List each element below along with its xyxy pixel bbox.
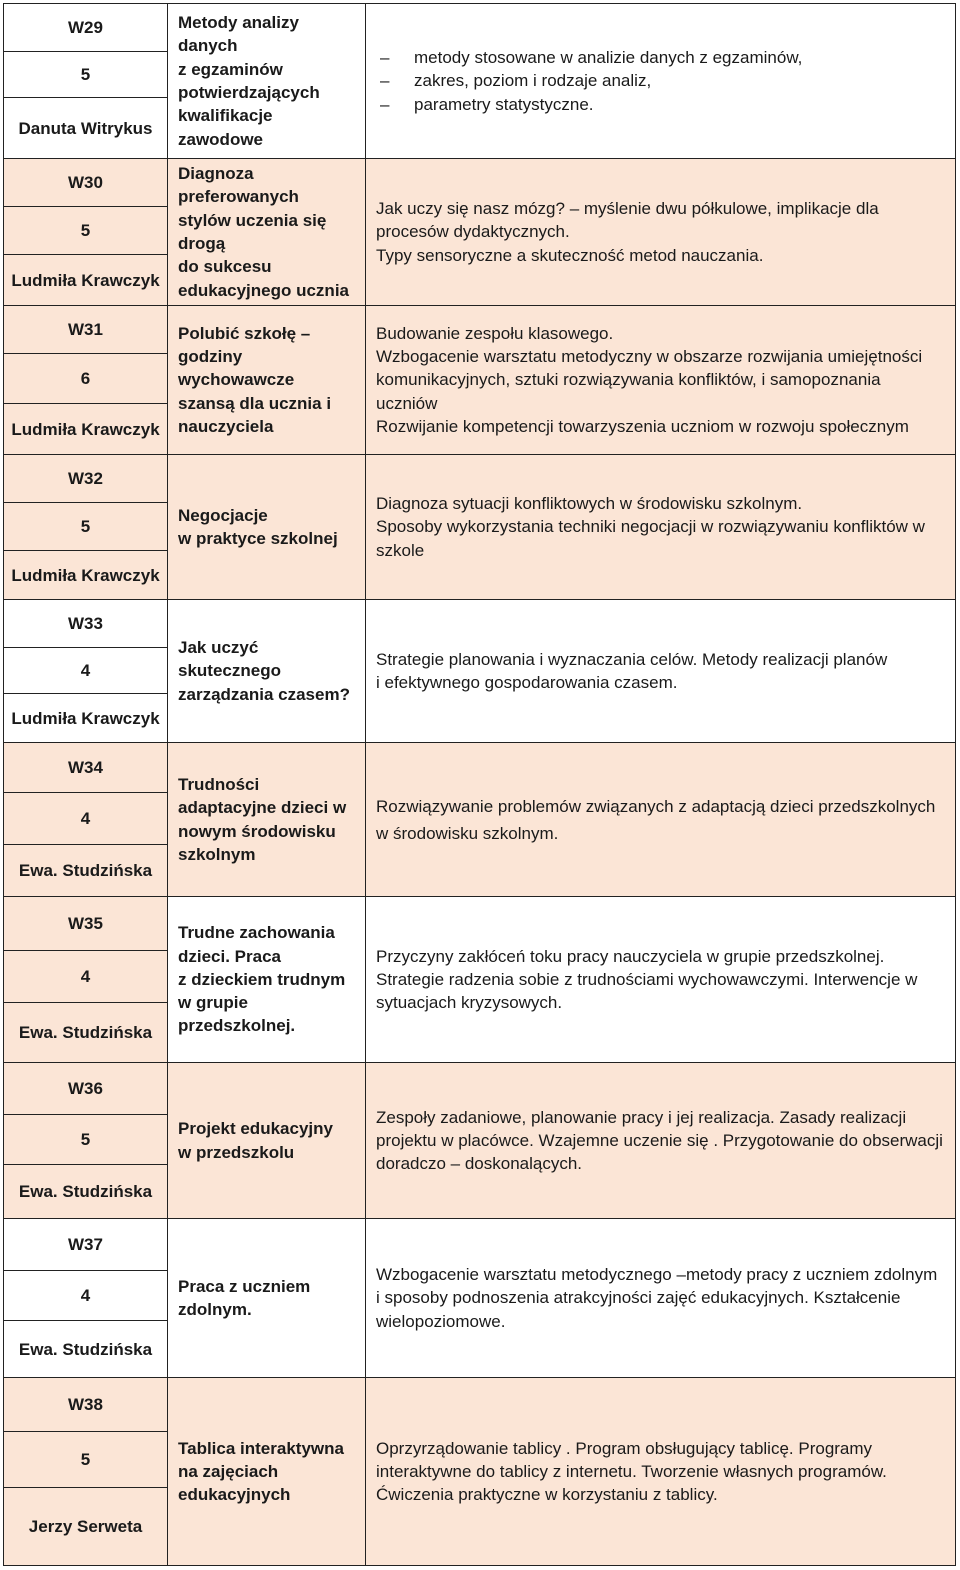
course-id-cell [3,1377,168,1566]
course-description [366,1063,955,1218]
course-description [366,306,955,454]
course-description [366,159,955,305]
list-item: – parametry statystyczne. [376,93,802,116]
course-hours: 5 [4,52,167,98]
course-code: W32 [4,455,167,503]
list-item: – metody stosowane w analizie danych z egzaminów, [376,46,802,69]
description-line: Wzbogacenie warsztatu metodycznego –metody pracy z uczniem zdolnym [376,1265,938,1285]
course-hours: 4 [4,951,167,1003]
course-description [366,4,955,158]
course-instructor: Danuta Witrykus [18,118,153,138]
description-line: Typy sensoryczne a skuteczność metod nauczania. [376,245,764,265]
table-row [3,305,956,455]
course-description [366,743,955,896]
course-description [366,600,955,742]
course-code: W33 [4,600,167,648]
course-code: W38 [4,1378,167,1432]
table-row [3,896,956,1063]
course-topic: Diagnoza preferowanych stylów uczenia się drogą do sukcesu edukacyjnego ucznia [178,164,349,300]
course-code: W37 [4,1219,167,1271]
course-description [366,897,955,1062]
course-topic: Trudności adaptacyjne dzieci w nowym środowisku szkolnym [178,774,347,864]
course-description-cell [365,158,956,306]
course-topic-cell [167,599,366,743]
course-instructor: Ludmiła Krawczyk [11,708,160,728]
course-description-cell [365,1218,956,1378]
course-hours: 4 [4,648,167,694]
course-hours: 4 [4,1271,167,1321]
course-hours: 4 [4,793,167,845]
course-id-cell [3,1218,168,1378]
course-description-cell [365,3,956,159]
description-line: Budowanie zespołu klasowego. [376,323,614,343]
course-description [366,455,955,599]
course-topic-cell [167,896,366,1063]
table-row [3,1218,956,1378]
course-topic: Metody analizy danych z egzaminów potwierdzających kwalifikacje zawodowe [178,13,320,149]
course-topic: Polubić szkołę – godziny wychowawcze szansą dla ucznia i nauczyciela [178,323,332,436]
course-id-cell [3,599,168,743]
course-id-cell [3,158,168,306]
description-line: i sposoby podnoszenia atrakcyjności zajęć edukacyjnych. Kształcenie wielopoziomowe. [376,1288,901,1331]
course-instructor: Ludmiła Krawczyk [11,565,160,585]
course-instructor: Ewa. Studzińska [18,861,153,880]
course-topic: Praca z uczniem zdolnym. [178,1276,311,1319]
course-instructor: Ewa. Studzińska [18,1339,153,1359]
description-line: Rozwijanie kompetencji towarzyszenia uczniom w rozwoju społecznym [376,416,909,436]
course-instructor: Ludmiła Krawczyk [11,270,160,290]
description-line: Zespoły zadaniowe, planowanie pracy i jej realizacja. Zasady realizacji projektu w placówce. Wzajemne uczenie się . Przygotowanie do obserwacji doradczo – doskonalących. [376,1107,943,1174]
course-instructor: Ewa. Studzińska [18,1023,153,1042]
course-topic-cell [167,1062,366,1219]
course-topic-cell [167,158,366,306]
description-line: Diagnoza sytuacji konfliktowych w środowisku szkolnym. [376,494,803,514]
course-id-cell [3,454,168,600]
table-row [3,1062,956,1219]
course-hours: 5 [4,1115,167,1165]
course-topic-cell [167,1218,366,1378]
course-id-cell [3,305,168,455]
course-id-cell [3,1062,168,1219]
course-description-cell [365,454,956,600]
course-id-cell [3,742,168,897]
description-line: w środowisku szkolnym. [376,823,559,843]
description-line: Oprzyrządowanie tablicy . Program obsługujący tablicę. Programy interaktywne do tablicy z internetu. Tworzenie własnych programów. Ćwiczenia praktyczne w korzystaniu z tablicy. [376,1438,887,1505]
course-code: W29 [4,4,167,52]
description-line: Wzbogacenie warsztatu metodyczny w obszarze rozwijania umiejętności komunikacyjnych, sztuki rozwiązywania konfliktów, i samopoznania uczniów [376,347,923,413]
course-topic-cell [167,1377,366,1566]
course-hours: 5 [4,207,167,255]
description-line: Strategie radzenia sobie z trudnościami wychowawczymi. Interwencje w sytuacjach kryzysowych. [376,969,918,1013]
description-line: Rozwiązywanie problemów związanych z adaptacją dzieci przedszkolnych [376,796,936,816]
course-topic: Tablica interaktywna na zajęciach edukacyjnych [178,1438,344,1505]
course-code: W36 [4,1063,167,1115]
description-line: Strategie planowania i wyznaczania celów. Metody realizacji planów i efektywnego gospodarowania czasem. [376,649,888,692]
description-line: Sposoby wykorzystania techniki negocjacji w rozwiązywaniu konfliktów w szkole [376,517,925,560]
table-row [3,454,956,600]
course-description-cell [365,599,956,743]
table-row [3,3,956,159]
course-description-cell [365,742,956,897]
course-topic-cell [167,3,366,159]
course-description-cell [365,1377,956,1566]
table-row [3,158,956,306]
list-item: – zakres, poziom i rodzaje analiz, [376,69,802,92]
course-topic-cell [167,742,366,897]
course-instructor: Jerzy Serweta [28,1517,143,1536]
course-description [366,1219,955,1377]
course-topic: Negocjacje w praktyce szkolnej [178,505,338,548]
course-instructor: Ewa. Studzińska [18,1182,153,1201]
course-description [366,1378,955,1565]
course-topic: Projekt edukacyjny w przedszkolu [178,1119,333,1162]
description-line: Przyczyny zakłóceń toku pracy nauczyciela w grupie przedszkolnej. [376,946,885,966]
course-description-cell [365,896,956,1063]
course-code: W35 [4,897,167,951]
course-hours: 5 [4,503,167,551]
course-instructor: Ludmiła Krawczyk [11,419,160,439]
course-code: W30 [4,159,167,207]
course-code: W31 [4,306,167,354]
course-hours: 6 [4,354,167,404]
course-topic: Trudne zachowania dzieci. Praca z dzieckiem trudnym w grupie przedszkolnej. [178,923,346,1036]
course-topic-cell [167,454,366,600]
table-row [3,1377,956,1566]
course-id-cell [3,3,168,159]
course-description-cell [365,1062,956,1219]
course-description-cell [365,305,956,455]
course-code: W34 [4,743,167,793]
description-line: Jak uczy się nasz mózg? – myślenie dwu półkulowe, implikacje dla procesów dydaktycznych. [376,199,879,242]
course-id-cell [3,896,168,1063]
course-hours: 5 [4,1432,167,1488]
course-topic-cell [167,305,366,455]
table-row [3,742,956,897]
course-topic: Jak uczyć skutecznego zarządzania czasem? [178,638,350,704]
table-row [3,599,956,743]
